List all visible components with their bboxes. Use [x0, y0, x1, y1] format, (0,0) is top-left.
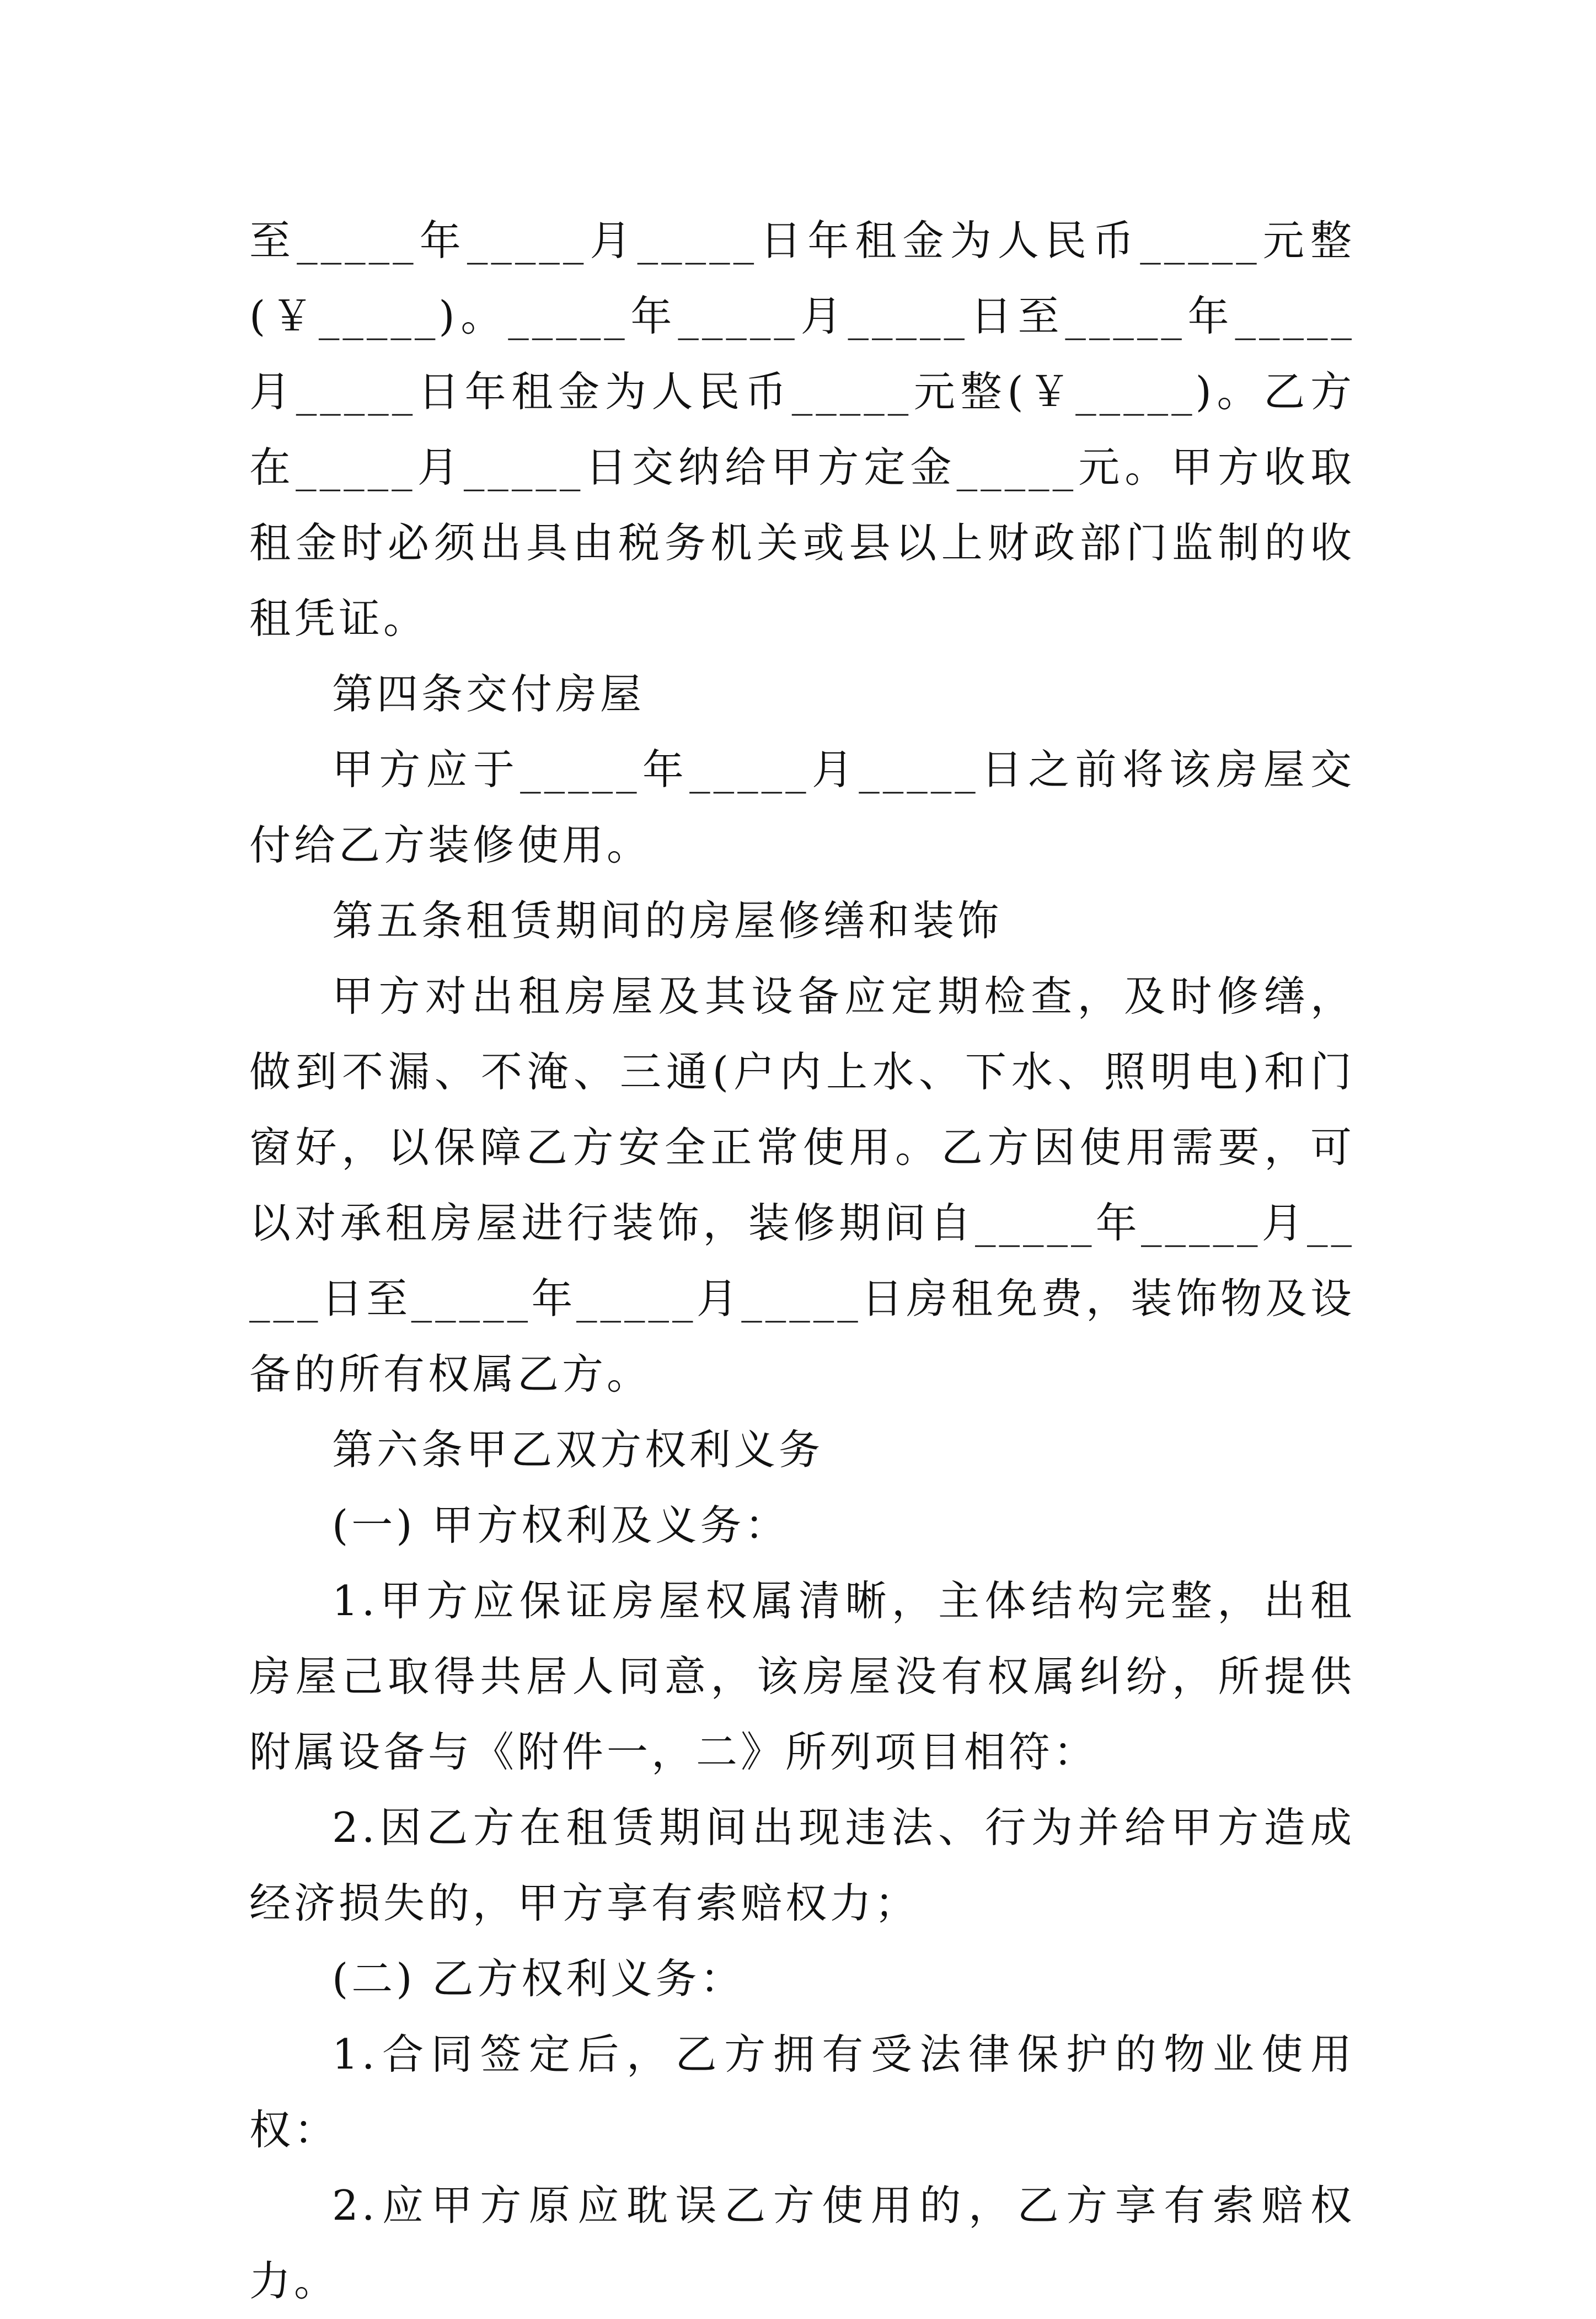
paragraph-delivery: 甲方应于_____年_____月_____日之前将该房屋交付给乙方装修使用。	[249, 745, 1355, 869]
paragraph-rent-terms: 至_____年_____月_____日年租金为人民币_____元整(￥_____)。_____年_____月_____日至_____年_____月_____日年租金为人民币_____元整(￥_____)。乙方在_____月_____日交纳给甲方定金_____元。甲方收取租金时必须出具由税务机关或县以上财政部门监制的收租凭证。	[249, 216, 1355, 643]
list-item-a2: 2.因乙方在租赁期间出现违法、行为并给甲方造成经济损失的，甲方享有索赔权力；	[249, 1803, 1355, 1927]
list-item-b1: 1.合同签定后，乙方拥有受法律保护的物业使用权：	[249, 2030, 1355, 2154]
subheading-party-a: (一) 甲方权利及义务：	[332, 1501, 790, 1549]
list-item-b2: 2.应甲方原应耽误乙方使用的，乙方享有索赔权力。	[249, 2181, 1355, 2305]
list-item-a1: 1.甲方应保证房屋权属清晰，主体结构完整，出租房屋己取得共居人同意，该房屋没有权属纠纷，所提供附属设备与《附件一，二》所列项目相符：	[249, 1577, 1355, 1776]
document-body	[249, 203, 1355, 2319]
subheading-party-b: (二) 乙方权利义务：	[332, 1954, 745, 2003]
heading-article-5: 第五条租赁期间的房屋修缮和装饰	[332, 896, 1003, 945]
heading-article-6: 第六条甲乙双方权利义务	[332, 1425, 824, 1474]
heading-article-4: 第四条交付房屋	[332, 670, 645, 718]
paragraph-repair: 甲方对出租房屋及其设备应定期检查，及时修缮，做到不漏、不淹、三通(户内上水、下水、照明电)和门窗好，以保障乙方安全正常使用。乙方因使用需要，可以对承租房屋进行装饰，装修期间自_____年_____月_____日至_____年_____月_____日房租免费，装饰物及设备的所有权属乙方。	[249, 972, 1355, 1398]
